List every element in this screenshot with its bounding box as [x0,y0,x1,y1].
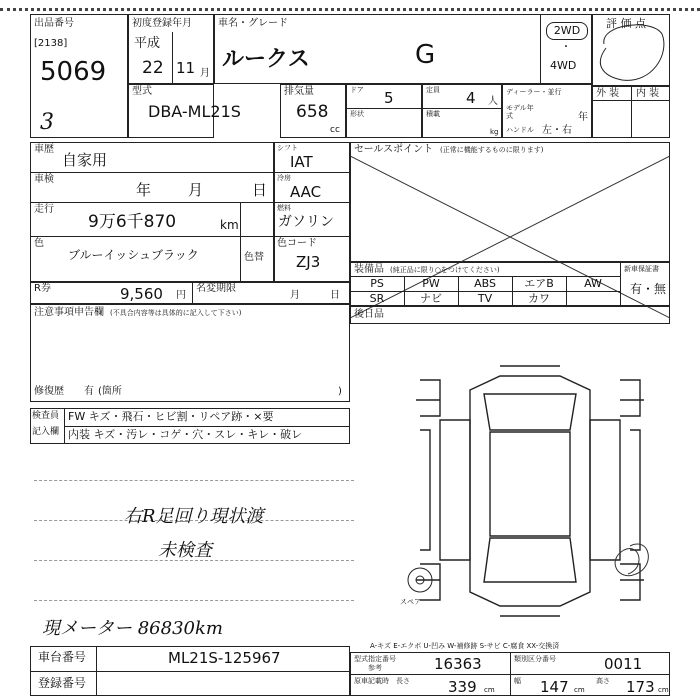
divider [30,236,274,237]
color-code-value: ZJ3 [296,253,321,271]
warranty-value: 有・無 [630,282,667,296]
seats-unit: 人 [488,96,498,107]
era-label: 平成 [134,36,161,51]
reg-month: 11 [176,59,196,77]
divider [172,32,173,84]
name-change-day: 日 [330,290,340,301]
doors-value: 5 [384,89,394,107]
inspector-row2: 内装 キズ・汚レ・コゲ・穴・スレ・キレ・破レ [68,428,303,441]
mileage-unit: km [220,218,239,232]
fuel-value: ガソリン [278,214,334,230]
grade: G [415,40,436,70]
reg-year: 22 [142,58,164,78]
repair-paren: (箇所 [98,386,122,397]
equipment-label: 装備品 [354,264,384,275]
divider [592,100,670,101]
ac-value: AAC [290,183,322,201]
recycle-row [30,282,350,304]
doors-label: ドア [350,86,364,94]
chassis-label: 車台番号 [38,650,87,664]
divider [631,86,632,138]
load-label: 積載 [426,110,440,118]
displacement-label: 排気量 [284,86,314,97]
name-change-month: 月 [290,290,300,301]
shift-value: IAT [290,153,313,171]
width-label: 幅 [514,677,521,685]
equip-pw: PW [422,277,440,290]
sales-point-sub: (正常に機能するものに限ります) [440,146,544,154]
lot-number: 5069 [40,57,107,87]
mileage-value: 9万6千870 [88,212,177,232]
model-name: ルークス [222,47,310,72]
exterior-label: 外 装 [596,88,620,99]
equip-sr: SR [369,292,385,305]
class-label: 類別区分番号 [514,655,556,663]
handle-label: ハンドル [506,126,534,134]
ac-label: 冷房 [277,174,291,182]
corner-scribble: 3 [40,110,54,135]
usage-label: 車歴 [34,144,54,155]
model-year-unit: 年 [578,112,588,123]
divider [620,262,621,306]
notes-box [30,304,350,402]
divider [240,236,241,282]
equip-abs: ABS [474,277,496,290]
height-label: 高さ [596,677,610,685]
type-cert-label: 型式指定番号 [354,655,396,663]
type-value: DBA-ML21S [148,102,241,121]
shift-label: シフト [277,144,298,152]
width-unit: cm [574,686,585,694]
dealer-label: ディーラー・並行 [506,88,562,96]
notes-label: 注意事項申告欄 [34,307,104,318]
equip-aw: AW [584,277,602,290]
height-value: 173 [626,678,655,696]
divider [510,652,511,696]
divider [540,14,541,84]
height-unit: cm [658,686,669,694]
drive-2wd: 2WD [546,22,588,40]
displacement-value: 658 [296,102,329,122]
dim-orig: 原車記載時 [354,677,389,685]
divider [64,426,350,427]
inspector-row1: FW キズ・飛石・ヒビ割・リペア跡・×要 [68,410,274,423]
top-cut-edge [0,8,700,11]
inspector-label-top: 検査員 [32,411,60,421]
inspection-month: 月 [188,181,204,199]
color-label: 色 [34,238,44,249]
drive-dot: ・ [561,42,571,53]
seats-label: 定員 [426,86,440,94]
class-value: 0011 [604,655,643,673]
equip-leather: カワ [528,292,550,305]
divider [30,671,350,672]
divider [274,236,350,237]
interior-label: 内 装 [636,88,660,99]
sales-point-label: セールスポイント [354,144,434,155]
recycle-label: R券 [34,283,51,294]
equip-navi: ナビ [420,292,442,305]
car-diagram [400,360,660,620]
spare-label: スペア [400,598,421,606]
displacement-unit: cc [330,125,340,135]
length-label: 長さ [396,677,410,685]
type-cert-value: 16363 [434,655,482,673]
repair-close: ) [338,386,342,397]
width-value: 147 [540,678,569,696]
dim-ref: 参考 [368,664,382,672]
equip-ps: PS [370,277,384,290]
drive-4wd: 4WD [550,59,577,72]
mileage-label: 走行 [34,204,54,215]
color-code-label: 色コード [277,238,317,249]
note-guide [34,480,354,481]
lot-bracket: [2138] [34,38,68,49]
length-value: 339 [448,678,477,696]
score-label: 評 価 点 [606,17,646,30]
reg-label: 登録番号 [38,676,87,690]
color-value: ブルーイッシュブラック [68,248,199,262]
damage-legend: A-キズ E-エクボ U-凹み W-補修跡 S-サビ C-腐食 XX-交換済 [370,642,560,650]
hand-note-1: 右R足回り現状渡 [124,506,264,527]
equip-tv: TV [477,292,493,305]
name-change-label: 名変期限 [196,283,236,294]
model-year-label: モデル年式 [506,104,534,120]
repair-label: 修復歴 [34,386,64,397]
divider [274,202,350,203]
length-unit: cm [484,686,495,694]
first-reg-label: 初度登録年月 [132,18,192,29]
shape-label: 形状 [350,110,364,118]
chassis-value: ML21S-125967 [168,649,281,667]
score-hand-circle [592,14,670,86]
divider [30,172,274,173]
handle-value: 左・右 [542,125,572,136]
load-unit: kg [490,128,499,136]
divider [274,172,350,173]
repair-value: 有 [84,386,94,397]
usage-value: 自家用 [62,151,108,169]
divider [96,646,97,696]
divider [240,202,241,236]
hand-note-2: 未検査 [158,540,212,561]
model-name-label: 車名・グレード [218,18,288,29]
fuel-label: 燃料 [277,204,291,212]
recycle-value: 9,560 [120,285,163,303]
notes-sub: (不具合内容等は具体的に記入して下さい) [110,309,242,317]
note-guide [34,600,354,601]
color-change-label: 色替 [244,252,264,263]
type-label: 型式 [132,86,152,97]
equipment-sub: (純正品に限り○をつけてください) [390,266,500,274]
inspector-label-bottom: 記入欄 [32,427,60,437]
inspection-label: 車検 [34,174,54,185]
divider [30,202,274,203]
month-unit: 月 [200,68,210,79]
rear-seat-label: 後日品 [354,309,384,320]
rear-seat-row [350,306,670,324]
seats-value: 4 [466,89,476,107]
warranty-label: 新車保証書 [624,265,659,273]
inspection-day: 日 [252,181,268,199]
recycle-unit: 円 [176,290,186,301]
lot-label: 出品番号 [34,18,74,29]
inspection-year: 年 [136,181,152,199]
divider [192,282,193,304]
hand-note-3: 現メーター 86830km [42,618,223,639]
equip-airbag: エアB [524,277,554,290]
